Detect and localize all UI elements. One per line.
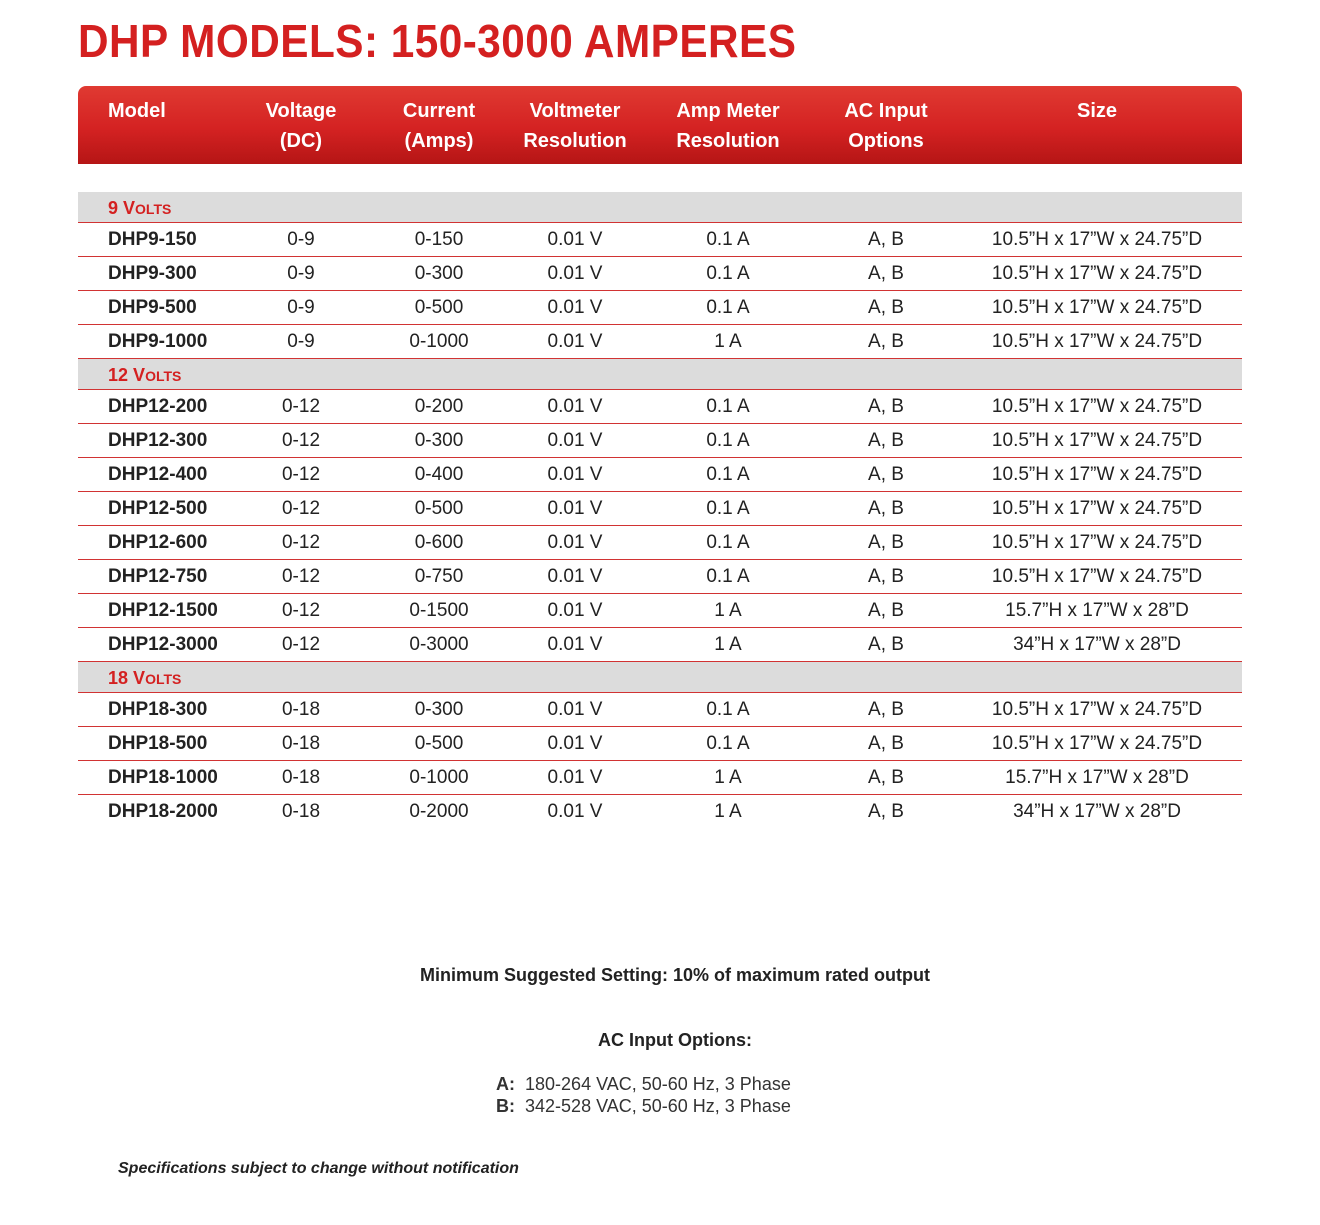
cell-voltage: 0-12	[281, 532, 321, 553]
cell-size: 10.5”H x 17”W x 24.75”D	[991, 532, 1203, 553]
cell-current: 0-750	[414, 566, 464, 587]
ac-option: B: 342-528 VAC, 50-60 Hz, 3 Phase	[496, 1096, 791, 1116]
cell-ampmeter: 0.1 A	[706, 566, 750, 587]
cell-ac-input: A, B	[868, 263, 904, 284]
section-header	[78, 359, 1242, 390]
table-row	[78, 325, 1242, 359]
cell-voltmeter: 0.01 V	[547, 733, 603, 754]
cell-ac-input: A, B	[868, 229, 904, 250]
cell-size: 10.5”H x 17”W x 24.75”D	[991, 297, 1203, 318]
cell-ampmeter: 1 A	[714, 634, 742, 655]
cell-model: DHP12-500	[108, 498, 208, 519]
ac-options-title: AC Input Options:	[598, 1030, 752, 1050]
cell-ampmeter: 0.1 A	[706, 532, 750, 553]
table-header	[78, 86, 1242, 164]
cell-voltage: 0-9	[287, 297, 315, 318]
column-header-sublabel: Options	[848, 130, 924, 152]
column-header-sublabel: Resolution	[523, 130, 627, 152]
cell-model: DHP12-750	[108, 566, 208, 587]
cell-voltmeter: 0.01 V	[547, 331, 603, 352]
section-voltage: 9	[108, 198, 119, 218]
cell-voltage: 0-9	[287, 263, 315, 284]
ac-option-text: 342-528 VAC, 50-60 Hz, 3 Phase	[525, 1096, 791, 1116]
cell-ac-input: A, B	[868, 297, 904, 318]
cell-current: 0-500	[414, 733, 464, 754]
cell-current: 0-1000	[409, 767, 469, 788]
section-header	[78, 662, 1242, 693]
cell-voltage: 0-12	[281, 498, 321, 519]
cell-ac-input: A, B	[868, 767, 904, 788]
cell-model: DHP9-500	[108, 297, 197, 318]
section-unit-initial: V	[133, 668, 146, 688]
cell-model: DHP12-3000	[108, 634, 218, 655]
cell-model: DHP12-300	[108, 430, 208, 451]
column-header-label: Voltage	[265, 100, 337, 122]
table-row	[78, 257, 1242, 291]
cell-ac-input: A, B	[868, 600, 904, 621]
cell-size: 34”H x 17”W x 28”D	[1013, 801, 1181, 822]
cell-ac-input: A, B	[868, 733, 904, 754]
cell-voltmeter: 0.01 V	[547, 263, 603, 284]
cell-voltmeter: 0.01 V	[547, 396, 603, 417]
cell-ampmeter: 1 A	[714, 767, 742, 788]
cell-model: DHP12-400	[108, 464, 208, 485]
cell-ampmeter: 0.1 A	[706, 464, 750, 485]
table-row	[78, 560, 1242, 594]
column-header-label: Model	[108, 100, 166, 122]
cell-ampmeter: 0.1 A	[706, 430, 750, 451]
section-header	[78, 192, 1242, 223]
column-header-sublabel: (Amps)	[404, 130, 474, 152]
cell-current: 0-500	[414, 297, 464, 318]
table-row	[78, 291, 1242, 325]
cell-current: 0-500	[414, 498, 464, 519]
section-unit-rest: OLTS	[145, 671, 182, 687]
column-header-label: AC Input	[844, 100, 928, 122]
cell-size: 10.5”H x 17”W x 24.75”D	[991, 733, 1203, 754]
cell-ampmeter: 0.1 A	[706, 229, 750, 250]
section-label	[108, 668, 181, 689]
cell-voltage: 0-18	[281, 733, 321, 754]
cell-size: 10.5”H x 17”W x 24.75”D	[991, 566, 1203, 587]
cell-current: 0-400	[414, 464, 464, 485]
table-row	[78, 424, 1242, 458]
table-row	[78, 795, 1242, 828]
section-voltage: 18	[108, 668, 129, 688]
cell-ampmeter: 1 A	[714, 331, 742, 352]
cell-voltmeter: 0.01 V	[547, 566, 603, 587]
table-row	[78, 526, 1242, 560]
ac-option: A: 180-264 VAC, 50-60 Hz, 3 Phase	[496, 1074, 791, 1094]
ac-options-list	[496, 1073, 791, 1117]
column-header-label: Current	[402, 100, 476, 122]
cell-size: 15.7”H x 17”W x 28”D	[1005, 600, 1189, 621]
cell-ac-input: A, B	[868, 699, 904, 720]
cell-model: DHP18-500	[108, 733, 208, 754]
cell-current: 0-1500	[409, 600, 469, 621]
cell-voltmeter: 0.01 V	[547, 229, 603, 250]
cell-current: 0-3000	[409, 634, 469, 655]
section-label	[108, 365, 181, 386]
cell-model: DHP18-1000	[108, 767, 218, 788]
cell-ac-input: A, B	[868, 430, 904, 451]
table-row	[78, 492, 1242, 526]
cell-voltage: 0-12	[281, 396, 321, 417]
column-header-label: Amp Meter	[676, 100, 780, 122]
cell-voltage: 0-12	[281, 600, 321, 621]
cell-size: 10.5”H x 17”W x 24.75”D	[991, 464, 1203, 485]
cell-voltage: 0-9	[287, 229, 315, 250]
ac-option-key: B	[496, 1096, 509, 1116]
cell-voltmeter: 0.01 V	[547, 532, 603, 553]
cell-model: DHP12-200	[108, 396, 208, 417]
cell-ac-input: A, B	[868, 331, 904, 352]
cell-voltage: 0-18	[281, 767, 321, 788]
ac-option-text: 180-264 VAC, 50-60 Hz, 3 Phase	[525, 1074, 791, 1094]
minimum-setting-note: Minimum Suggested Setting: 10% of maximum rated output	[419, 965, 931, 985]
section-unit-initial: V	[123, 198, 136, 218]
cell-model: DHP12-600	[108, 532, 208, 553]
column-header-label: Size	[1076, 100, 1118, 122]
cell-current: 0-2000	[409, 801, 469, 822]
cell-ampmeter: 0.1 A	[706, 733, 750, 754]
cell-size: 10.5”H x 17”W x 24.75”D	[991, 331, 1203, 352]
cell-current: 0-300	[414, 699, 464, 720]
table-row	[78, 594, 1242, 628]
table-row	[78, 223, 1242, 257]
cell-model: DHP18-300	[108, 699, 208, 720]
cell-model: DHP9-300	[108, 263, 197, 284]
cell-ampmeter: 1 A	[714, 600, 742, 621]
cell-voltmeter: 0.01 V	[547, 498, 603, 519]
cell-ampmeter: 0.1 A	[706, 297, 750, 318]
cell-current: 0-600	[414, 532, 464, 553]
cell-size: 10.5”H x 17”W x 24.75”D	[991, 699, 1203, 720]
cell-ac-input: A, B	[868, 634, 904, 655]
page-title: DHP MODELS: 150-3000 AMPERES	[78, 15, 797, 67]
column-header-sublabel: Resolution	[676, 130, 780, 152]
spec-table	[78, 192, 1242, 828]
cell-model: DHP9-150	[108, 229, 197, 250]
cell-voltmeter: 0.01 V	[547, 699, 603, 720]
table-row	[78, 458, 1242, 492]
column-header-label: Voltmeter	[529, 100, 621, 122]
table-row	[78, 693, 1242, 727]
ac-option-key: A	[496, 1074, 509, 1094]
cell-size: 10.5”H x 17”W x 24.75”D	[991, 430, 1203, 451]
cell-current: 0-300	[414, 430, 464, 451]
cell-ac-input: A, B	[868, 801, 904, 822]
cell-voltmeter: 0.01 V	[547, 767, 603, 788]
table-row	[78, 628, 1242, 662]
section-label	[108, 198, 171, 219]
cell-voltmeter: 0.01 V	[547, 600, 603, 621]
cell-ampmeter: 0.1 A	[706, 263, 750, 284]
cell-model: DHP18-2000	[108, 801, 218, 822]
cell-ac-input: A, B	[868, 532, 904, 553]
section-unit-rest: OLTS	[135, 201, 172, 217]
cell-voltage: 0-9	[287, 331, 315, 352]
cell-model: DHP12-1500	[108, 600, 218, 621]
cell-voltmeter: 0.01 V	[547, 430, 603, 451]
cell-size: 10.5”H x 17”W x 24.75”D	[991, 263, 1203, 284]
section-unit-rest: OLTS	[145, 368, 182, 384]
cell-size: 10.5”H x 17”W x 24.75”D	[991, 229, 1203, 250]
cell-voltmeter: 0.01 V	[547, 464, 603, 485]
cell-ampmeter: 1 A	[714, 801, 742, 822]
cell-ampmeter: 0.1 A	[706, 396, 750, 417]
cell-current: 0-300	[414, 263, 464, 284]
cell-current: 0-200	[414, 396, 464, 417]
cell-model: DHP9-1000	[108, 331, 208, 352]
cell-voltage: 0-18	[281, 801, 321, 822]
column-header-sublabel: (DC)	[279, 130, 323, 152]
cell-ampmeter: 0.1 A	[706, 699, 750, 720]
cell-ac-input: A, B	[868, 566, 904, 587]
cell-size: 10.5”H x 17”W x 24.75”D	[991, 498, 1203, 519]
cell-voltmeter: 0.01 V	[547, 297, 603, 318]
section-unit-initial: V	[133, 365, 146, 385]
cell-size: 34”H x 17”W x 28”D	[1013, 634, 1181, 655]
cell-ac-input: A, B	[868, 396, 904, 417]
cell-voltage: 0-12	[281, 566, 321, 587]
cell-voltage: 0-12	[281, 464, 321, 485]
table-row	[78, 761, 1242, 795]
footer-note: Specifications subject to change without notification	[118, 1160, 519, 1177]
cell-voltage: 0-12	[281, 634, 321, 655]
cell-voltmeter: 0.01 V	[547, 801, 603, 822]
cell-ac-input: A, B	[868, 464, 904, 485]
table-row	[78, 390, 1242, 424]
cell-voltage: 0-18	[281, 699, 321, 720]
table-row	[78, 727, 1242, 761]
cell-size: 15.7”H x 17”W x 28”D	[1005, 767, 1189, 788]
column-header-model	[108, 96, 166, 126]
cell-voltage: 0-12	[281, 430, 321, 451]
cell-ampmeter: 0.1 A	[706, 498, 750, 519]
cell-voltmeter: 0.01 V	[547, 634, 603, 655]
section-voltage: 12	[108, 365, 129, 385]
cell-ac-input: A, B	[868, 498, 904, 519]
cell-current: 0-150	[414, 229, 464, 250]
cell-size: 10.5”H x 17”W x 24.75”D	[991, 396, 1203, 417]
cell-current: 0-1000	[409, 331, 469, 352]
